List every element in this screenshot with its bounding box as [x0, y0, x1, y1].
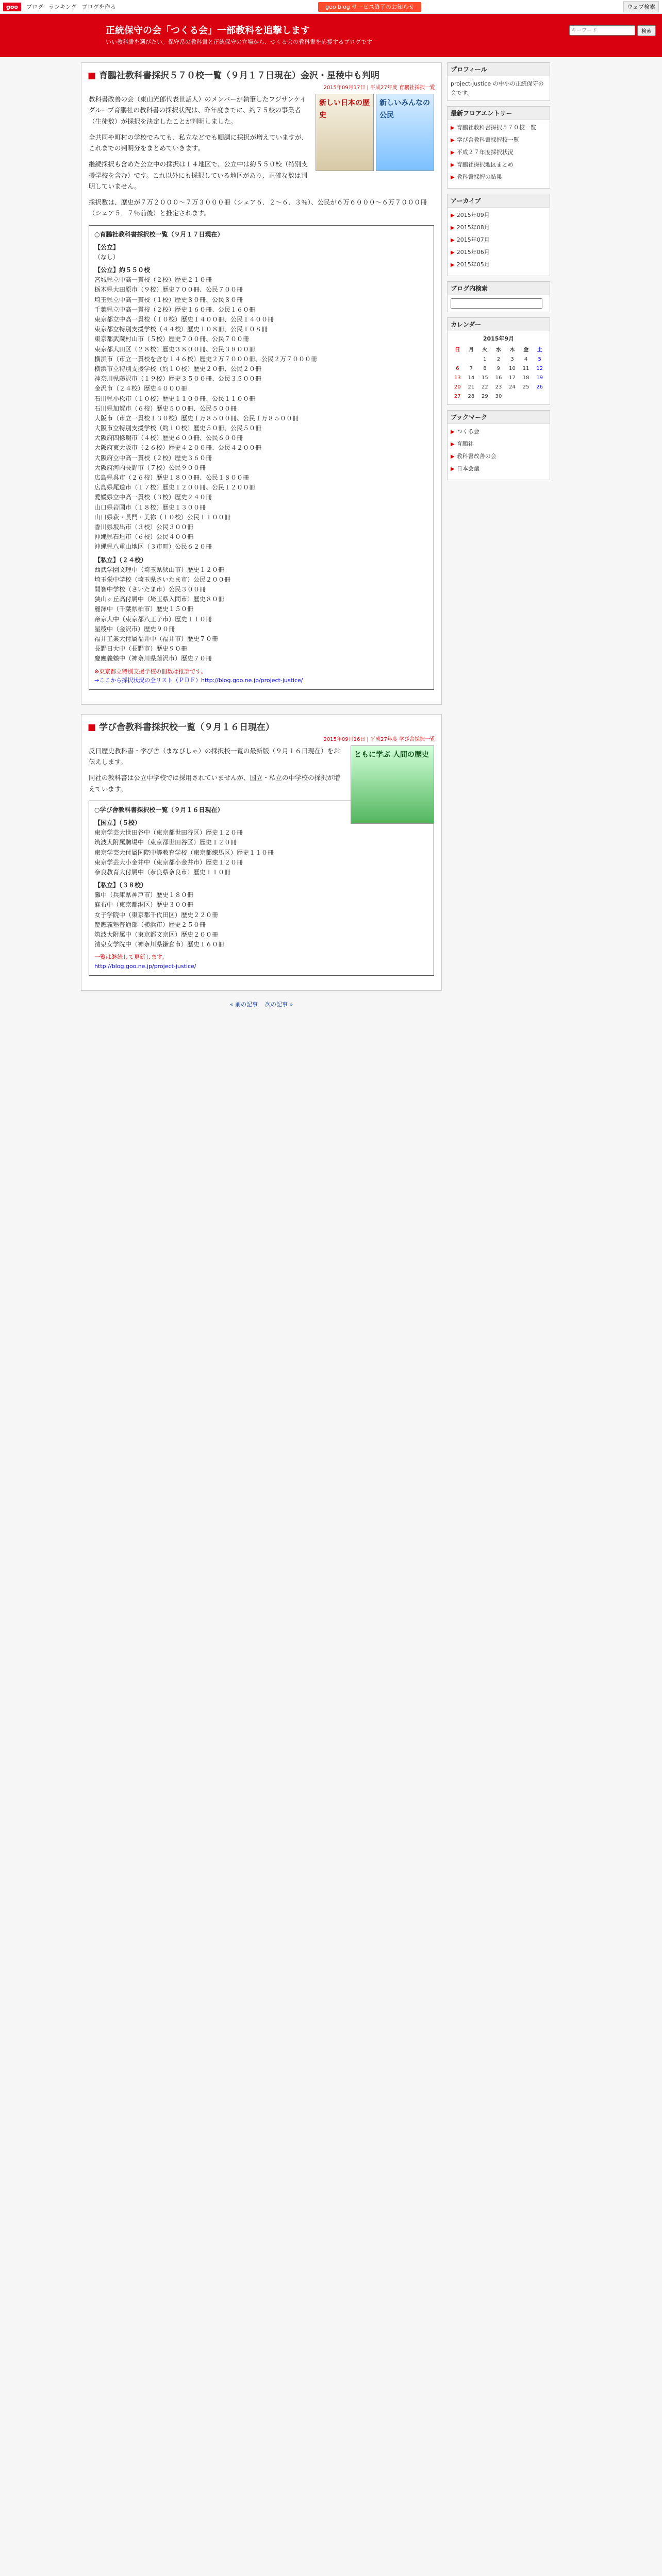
cal-day[interactable]: 14: [468, 375, 475, 381]
cal-day[interactable]: 23: [495, 384, 502, 390]
bookmark-item[interactable]: ▶ 日本会議: [451, 464, 547, 473]
manabisha-book-image: ともに学ぶ 人間の歴史: [351, 745, 434, 824]
search-title: ブログ内検索: [448, 282, 550, 295]
cal-head: 日: [455, 347, 460, 353]
box-row: 石川県小松市（１０校）歴史１１００冊、公民１１００冊: [94, 395, 256, 402]
box-row: 沖縄県石垣市（６校）公民４００冊: [94, 533, 194, 541]
box-row: 沖縄県八重山地区（３市町）公民６２０冊: [94, 543, 212, 551]
box-header: ○学び舎教科書採択校一覧（９月１６日現在）: [94, 806, 224, 814]
recent-item[interactable]: ▶ 教科書採択の結果: [451, 173, 547, 182]
topbar-link-blog[interactable]: ブログ: [26, 4, 43, 10]
cal-day[interactable]: [465, 355, 478, 364]
box-row: 東京学芸大世田谷中（東京都世田谷区）歴史１２０冊: [94, 829, 243, 837]
box-row: 石川県加賀市（６校）歴史５００冊、公民５００冊: [94, 404, 237, 412]
box-link[interactable]: →ここから採択状況の全リスト（ＰＤＦ）http://blog.goo.ne.jp/project-justice/: [94, 677, 303, 684]
cal-day[interactable]: 19: [536, 375, 543, 381]
prev-post-link[interactable]: « 前の記事: [229, 1001, 258, 1008]
header-search-button[interactable]: 検索: [637, 25, 656, 36]
topbar: [0, 0, 662, 14]
layout: [81, 57, 581, 1015]
archive-list: [448, 208, 550, 276]
book-images: [316, 94, 434, 171]
box-row: 奈良教育大付属中（奈良県奈良市）歴史１１０冊: [94, 868, 231, 876]
box-link[interactable]: http://blog.goo.ne.jp/project-justice/: [94, 962, 196, 970]
box-row: 開智中学校（さいたま市）公民３００冊: [94, 586, 206, 594]
recent-list: [448, 120, 550, 188]
box-row: 神奈川県藤沢市（１９校）歴史３５００冊、公民３５００冊: [94, 375, 262, 383]
post-meta[interactable]: 2015年09月16日 | 平成27年度 学び舎採択一覧: [323, 736, 435, 742]
box-row: 宮城県立中高一貫校（２校）歴史２１０冊: [94, 276, 212, 284]
cal-head: 水: [495, 347, 501, 353]
profile-text: project-justice の中小の正統保守の会です。: [451, 80, 544, 96]
cal-day[interactable]: [519, 392, 533, 401]
cal-head: 土: [537, 347, 542, 353]
cal-day[interactable]: 24: [509, 384, 516, 390]
book-image-civics: 新しいみんなの公民: [376, 94, 434, 171]
cal-day[interactable]: [533, 392, 547, 401]
archive-item[interactable]: ▶ 2015年07月: [451, 235, 547, 245]
archive-item[interactable]: ▶ 2015年08月: [451, 223, 547, 232]
post-paragraph: 採択数は、歴史が７万２０００〜７万３０００冊（シェア６．２〜６．３％）、公民が６万６０００〜６万７０００冊（シェア５．７％前後）と推定されます。: [89, 198, 427, 217]
box-row: 灘中（兵庫県神戸市）歴史１８０冊: [94, 891, 194, 899]
cal-day[interactable]: 18: [522, 375, 529, 381]
cal-day[interactable]: [451, 355, 465, 364]
box-section: 【公立】: [94, 243, 120, 251]
cal-day[interactable]: 5: [538, 356, 541, 362]
box-row: 慶應義塾中（神奈川県藤沢市）歴史７０冊: [94, 655, 212, 663]
cal-day[interactable]: 9: [496, 365, 501, 371]
cal-day[interactable]: 4: [524, 356, 528, 362]
archive-item[interactable]: ▶ 2015年05月: [451, 260, 547, 269]
archive-item[interactable]: ▶ 2015年06月: [451, 248, 547, 257]
recent-title: 最新フロアエントリー: [448, 107, 550, 120]
bookmark-title: ブックマーク: [448, 411, 550, 424]
calendar-month: 2015年9月: [483, 335, 515, 343]
service-end-notice[interactable]: goo blog サービス終了のお知らせ: [318, 2, 421, 12]
bookmark-item[interactable]: ▶ 育鵬社: [451, 439, 547, 449]
bookmark-list: [448, 424, 550, 480]
box-row: 大阪市（市立一貫校１３０校）歴史１万８５００冊、公民１万８５００冊: [94, 414, 299, 422]
red-strip: [0, 14, 662, 20]
box-row: 東京都立特別支援学校（４４校）歴史１０８冊、公民１０８冊: [94, 326, 268, 333]
box-row: 広島県呉市（２６校）歴史１８００冊、公民１８００冊: [94, 474, 250, 481]
box-row: 大阪市立特別支援学校（約１０校）歴史５０冊、公民５０冊: [94, 425, 262, 432]
recent-item[interactable]: ▶ 平成２７年度採択状況: [451, 148, 547, 157]
topbar-link-ranking[interactable]: ランキング: [48, 4, 77, 10]
cal-day[interactable]: 15: [482, 375, 488, 381]
blog-description: いい教科書を選びたい。保守系の教科書と正統保守の立場から、つくる会の教科書を応援するブログです: [106, 39, 372, 45]
box-row: 金沢市（２４校）歴史４０００冊: [94, 385, 188, 393]
box-row: 帝京大中（東京都八王子市）歴史１１０冊: [94, 615, 212, 623]
search-widget: [447, 281, 550, 312]
archive-item[interactable]: ▶ 2015年09月: [451, 211, 547, 220]
box-row: 麗澤中（千葉県柏市）歴史１５０冊: [94, 605, 194, 613]
box-row: 福井工業大付属福井中（福井市）歴史７０冊: [94, 635, 219, 642]
post-1: [81, 62, 442, 705]
cal-day[interactable]: 10: [509, 365, 516, 371]
post-body: [81, 91, 441, 699]
post-paragraph: 同社の教科書は公立中学校では採用されていませんが、国立・私立の中学校の採択が増えています。: [89, 774, 340, 793]
cal-day[interactable]: 2: [496, 356, 501, 362]
box-text: （なし）: [94, 253, 120, 261]
cal-day[interactable]: [505, 392, 519, 401]
recent-item[interactable]: ▶ 育鵬社教科書採択５７０校一覧: [451, 123, 547, 132]
box-row: 香川県坂出市（３校）公民３００冊: [94, 523, 194, 531]
header-search-input[interactable]: [569, 25, 635, 36]
blog-title[interactable]: 正統保守の会「つくる会」一部教科を追撃します: [106, 25, 310, 36]
bookmark-widget: [447, 410, 550, 480]
cal-day[interactable]: 21: [468, 384, 475, 390]
post-title[interactable]: ■ 育鵬社教科書採択５７０校一覧（９月１７日現在）金沢・星稜中も判明: [81, 63, 441, 83]
box-row: 狭山ヶ丘高付属中（埼玉県入間市）歴史８０冊: [94, 596, 225, 603]
box-rows: [94, 275, 428, 552]
box-row: 筑波大附属中（東京都文京区）歴史２００冊: [94, 931, 219, 938]
cal-day[interactable]: 22: [482, 384, 488, 390]
post-paragraph: 継続採択も含めた公立中の採択は１４地区で、公立中は約５５０校（特別支援学校を含む）です。これ以外にも採択している地区があり、正確な数は判明していません。: [89, 160, 308, 190]
box-note: 一覧は継続して更新します。: [94, 954, 168, 961]
cal-head: 木: [509, 347, 515, 353]
book-image-history: 新しい日本の歴史: [316, 94, 374, 171]
post-title[interactable]: ■ 学び舎教科書採択校一覧（９月１６日現在）: [81, 715, 441, 735]
box-row: 東京学芸大小金井中（東京都小金井市）歴史１２０冊: [94, 858, 243, 866]
recent-entries-widget: [447, 106, 550, 189]
box-section: 【私立】（２４校）: [94, 556, 147, 564]
topbar-link-create[interactable]: ブログを作る: [81, 4, 116, 10]
cal-day[interactable]: 8: [483, 365, 487, 371]
post-paragraph: 全共同や町村の学校でみても、私立などでも順調に採択が増えていますが、これまでの判明分をまとめていきます。: [89, 133, 308, 152]
bookmark-item[interactable]: ▶ つくる会: [451, 427, 547, 436]
cal-day[interactable]: 13: [454, 375, 461, 381]
post-paragraph: 反日歴史教科書・学び舎（まなびしゃ）の採択校一覧の最新版（９月１６日現在）をお伝えします。: [89, 747, 340, 766]
box-section: 【私立】（３８校）: [94, 882, 147, 889]
cal-day[interactable]: 27: [454, 393, 461, 399]
cal-day[interactable]: 17: [509, 375, 516, 381]
cal-day[interactable]: 16: [495, 375, 502, 381]
box-row: 大阪府河内長野市（７校）公民９００冊: [94, 464, 206, 471]
cal-day[interactable]: 29: [482, 393, 488, 399]
blog-header: [0, 20, 662, 57]
manabisha-list-box: [89, 801, 434, 976]
post-paragraph: 教科書改善の会（東山光郎代表世話人）のメンバーが執筆したフジサンケイグループ育鵬社の教科書の採択状況は、昨年度までに、約７５校の事業者（生徒数）が採択を決定したことが判明しました。: [89, 95, 306, 125]
cal-day[interactable]: 3: [510, 356, 514, 362]
box-header: ○育鵬社教科書採択校一覧（９月１７日現在）: [94, 230, 224, 238]
bookmark-item[interactable]: ▶ 教科書改善の会: [451, 452, 547, 461]
box-row: 栃木県大田原市（９校）歴史７００冊、公民７００冊: [94, 286, 243, 294]
box-row: 横浜市立特別支援学校（約１０校）歴史２０冊、公民２０冊: [94, 365, 262, 372]
archive-title: アーカイブ: [448, 194, 550, 208]
calendar-title: カレンダー: [448, 318, 550, 331]
profile-widget: [447, 62, 550, 101]
box-row: 東京学芸大付属国際中等教育学校（東京都練馬区）歴史１１０冊: [94, 849, 274, 856]
calendar-widget: [447, 317, 550, 405]
box-row: 麻布中（東京都港区）歴史３００冊: [94, 901, 194, 909]
box-row: 大阪府四條畷市（４校）歴史６００冊、公民６００冊: [94, 434, 243, 442]
box-row: 大阪府立中高一貫校（２校）歴史３６０冊: [94, 454, 212, 462]
cal-day[interactable]: 30: [495, 393, 502, 399]
topbar-center: [121, 3, 619, 11]
box-row: 大阪府東大阪市（２６校）歴史４２００冊、公民４２００冊: [94, 444, 262, 452]
recent-item[interactable]: ▶ 学び舎教科書採択校一覧: [451, 135, 547, 145]
header-search: [569, 25, 656, 36]
sidebar: [447, 62, 550, 1015]
cal-day[interactable]: 28: [468, 393, 475, 399]
box-section: 【国立】（５校）: [94, 819, 141, 826]
box-row: 山口県岩国市（１８校）歴史１３００冊: [94, 503, 206, 511]
cal-head: 火: [482, 347, 488, 353]
next-post-link[interactable]: 次の記事 »: [265, 1001, 293, 1008]
adoption-list-box: [89, 225, 434, 690]
recent-item[interactable]: ▶ 育鵬社採択地区まとめ: [451, 160, 547, 170]
box-row: 東京都立中高一貫校（１０校）歴史１４００冊、公民１４００冊: [94, 316, 274, 323]
box-row: 長野日大中（長野市）歴史９０冊: [94, 645, 188, 653]
box-row: 埼玉県立中高一貫校（１校）歴史８０冊、公民８０冊: [94, 296, 243, 303]
box-row: 東京都大田区（２８校）歴史３８００冊、公民３８００冊: [94, 345, 256, 353]
box-row: 清泉女学院中（神奈川県鎌倉市）歴史１６０冊: [94, 941, 225, 948]
cal-day[interactable]: 7: [469, 365, 473, 371]
box-row: 横浜市（市立一貫校を含む１４６校）歴史２万７０００冊、公民２万７０００冊: [94, 355, 318, 363]
cal-day[interactable]: 25: [522, 384, 529, 390]
post-body: [81, 742, 441, 985]
goo-logo[interactable]: goo: [3, 3, 21, 11]
cal-day[interactable]: 20: [454, 384, 461, 390]
box-row: 慶應義塾普通部（横浜市）歴史２５０冊: [94, 921, 206, 928]
web-search-link[interactable]: ウェブ検索: [623, 1, 659, 12]
box-row: 山口県萩・長門・美祢（１０校）公民１１００冊: [94, 513, 231, 521]
box-row: 千葉県立中高一貫校（２校）歴史１６０冊、公民１６０冊: [94, 306, 256, 313]
box-row: 星稜中（金沢市）歴史９０冊: [94, 625, 175, 633]
calendar-table: [451, 346, 547, 401]
main-column: [81, 62, 442, 1015]
box-note: ※東京都立特別支援学校の冊数は推計です。: [94, 668, 207, 675]
box-row: 愛媛県立中高一貫校（３校）歴史２４０冊: [94, 494, 212, 501]
cal-head: 金: [523, 347, 529, 353]
box-section: 【公立】約５５０校: [94, 266, 151, 274]
post-2: [81, 714, 442, 991]
box-row: 東京都武蔵村山市（５校）歴史７００冊、公民７００冊: [94, 335, 250, 343]
box-row: 広島県尾道市（１７校）歴史１２００冊、公民１２００冊: [94, 484, 256, 492]
box-row: 埼玉栄中学校（埼玉県さいたま市）公民２００冊: [94, 575, 231, 583]
post-meta[interactable]: 2015年09月17日 | 平成27年度 育鵬社採択一覧: [323, 85, 435, 91]
cal-day[interactable]: 26: [536, 384, 543, 390]
cal-day[interactable]: 6: [456, 365, 459, 371]
pager: [81, 1000, 442, 1008]
box-rows-2: [94, 565, 428, 664]
box-row: 筑波大附属駒場中（東京都世田谷区）歴史１２０冊: [94, 839, 237, 846]
cal-head: 月: [468, 347, 474, 353]
box-row: 西武学園文理中（埼玉県狭山市）歴史１２０冊: [94, 566, 225, 573]
sidebar-search-input[interactable]: [451, 298, 542, 309]
profile-title: プロフィール: [448, 63, 550, 76]
cal-day[interactable]: 1: [483, 356, 487, 362]
box-row: 女子学院中（東京都千代田区）歴史２２０冊: [94, 911, 219, 919]
cal-day[interactable]: 11: [522, 365, 529, 371]
archive-widget: [447, 194, 550, 276]
cal-day[interactable]: 12: [536, 365, 543, 371]
